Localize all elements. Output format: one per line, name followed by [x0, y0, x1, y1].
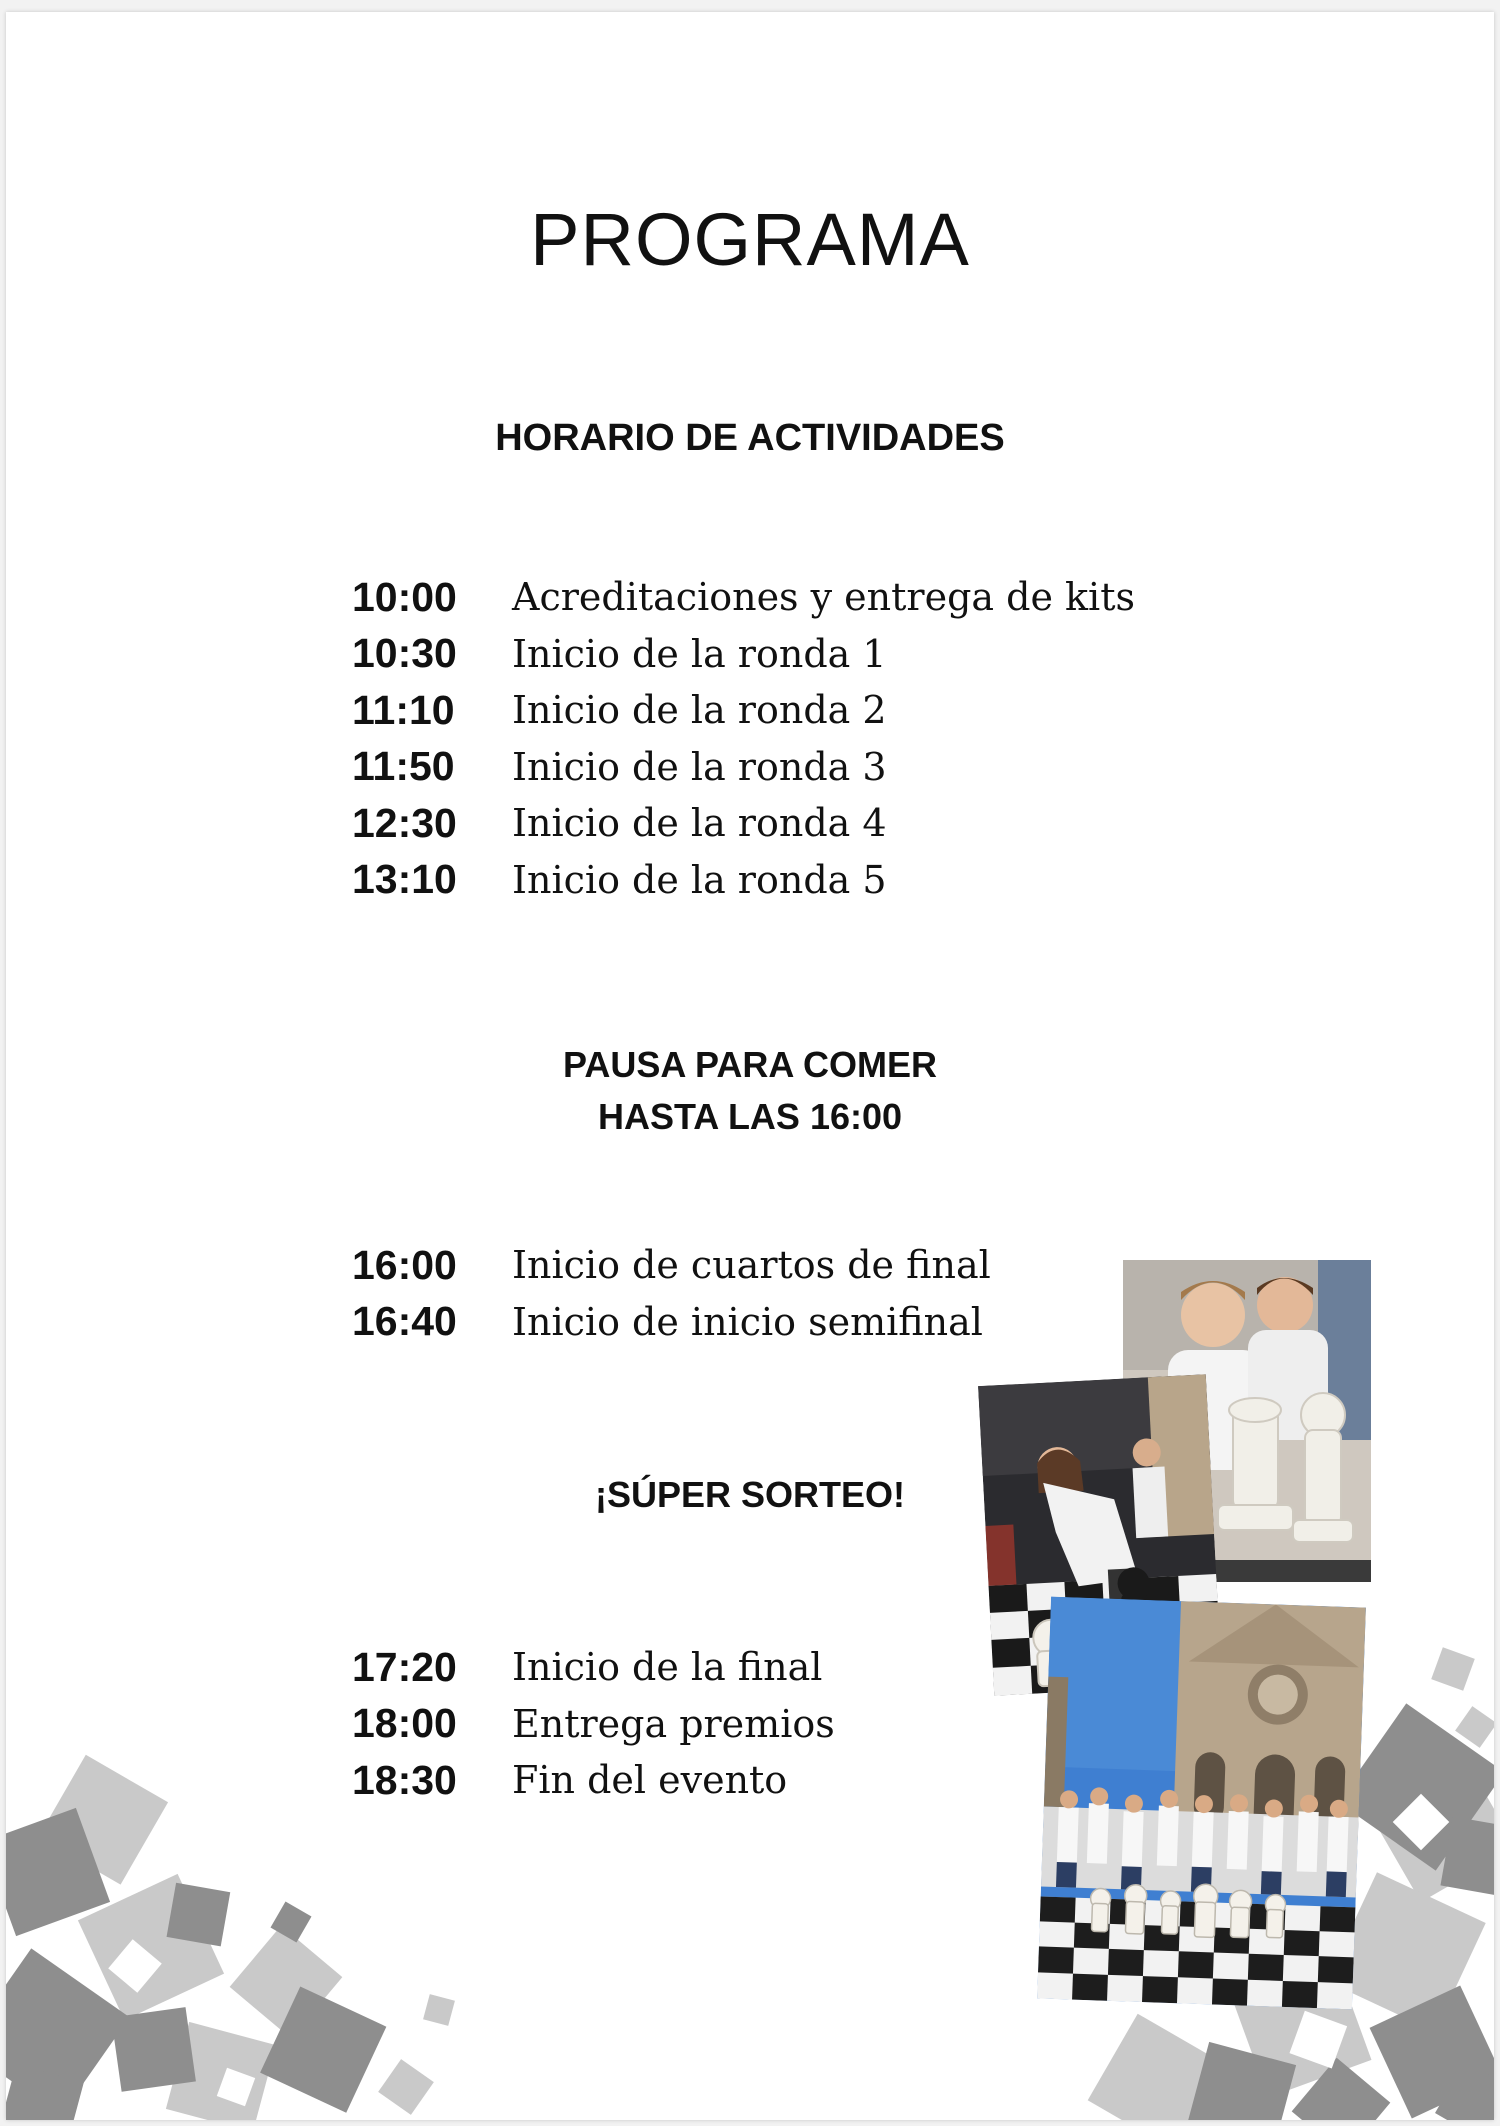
schedule-activity: Inicio de cuartos de final — [512, 1243, 991, 1288]
lunch-break-notice — [6, 1039, 1494, 1143]
schedule-time: 13:10 — [352, 856, 457, 903]
schedule-time: 16:40 — [352, 1298, 457, 1345]
schedule-activity: Inicio de la ronda 1 — [512, 631, 887, 676]
schedule-time: 18:30 — [352, 1756, 457, 1803]
lunch-break-line1: PAUSA PARA COMER — [562, 1044, 937, 1085]
evening-schedule — [352, 1639, 835, 1809]
schedule-activity: Inicio de la final — [512, 1645, 823, 1690]
schedule-activity: Inicio de la ronda 5 — [512, 857, 887, 902]
schedule-row — [352, 1294, 991, 1351]
schedule-time: 16:00 — [352, 1241, 457, 1288]
program-page — [6, 12, 1494, 2120]
page-title: PROGRAMA — [530, 198, 970, 281]
schedule-row — [352, 1752, 835, 1809]
schedule-time: 11:10 — [352, 686, 455, 733]
schedule-activity: Fin del evento — [512, 1758, 788, 1803]
schedule-activity: Entrega premios — [512, 1701, 835, 1746]
schedule-row — [352, 1696, 835, 1753]
schedule-row — [352, 626, 1135, 683]
schedule-time: 11:50 — [352, 743, 455, 790]
schedule-row — [352, 1639, 835, 1696]
schedule-activity: Acreditaciones y entrega de kits — [512, 575, 1135, 620]
schedule-activity: Inicio de la ronda 2 — [512, 688, 887, 733]
schedule-row — [352, 682, 1135, 739]
afternoon-schedule — [352, 1237, 991, 1350]
schedule-subtitle: HORARIO DE ACTIVIDADES — [495, 417, 1005, 459]
schedule-time: 18:00 — [352, 1700, 457, 1747]
schedule-row — [352, 795, 1135, 852]
cathedral-square-chess-event-photo — [1037, 1597, 1366, 2010]
schedule-activity: Inicio de la ronda 4 — [512, 801, 887, 846]
morning-schedule — [352, 569, 1135, 908]
raffle-heading: ¡SÚPER SORTEO! — [594, 1474, 906, 1515]
schedule-time: 17:20 — [352, 1643, 457, 1690]
schedule-activity: Inicio de inicio semifinal — [512, 1299, 983, 1344]
schedule-time: 10:30 — [352, 630, 457, 677]
schedule-activity: Inicio de la ronda 3 — [512, 744, 887, 789]
schedule-row — [352, 1237, 991, 1294]
schedule-time: 10:00 — [352, 573, 457, 620]
lunch-break-line2: HASTA LAS 16:00 — [597, 1096, 903, 1137]
schedule-row — [352, 739, 1135, 796]
schedule-row — [352, 852, 1135, 909]
schedule-time: 12:30 — [352, 799, 457, 846]
schedule-row — [352, 569, 1135, 626]
